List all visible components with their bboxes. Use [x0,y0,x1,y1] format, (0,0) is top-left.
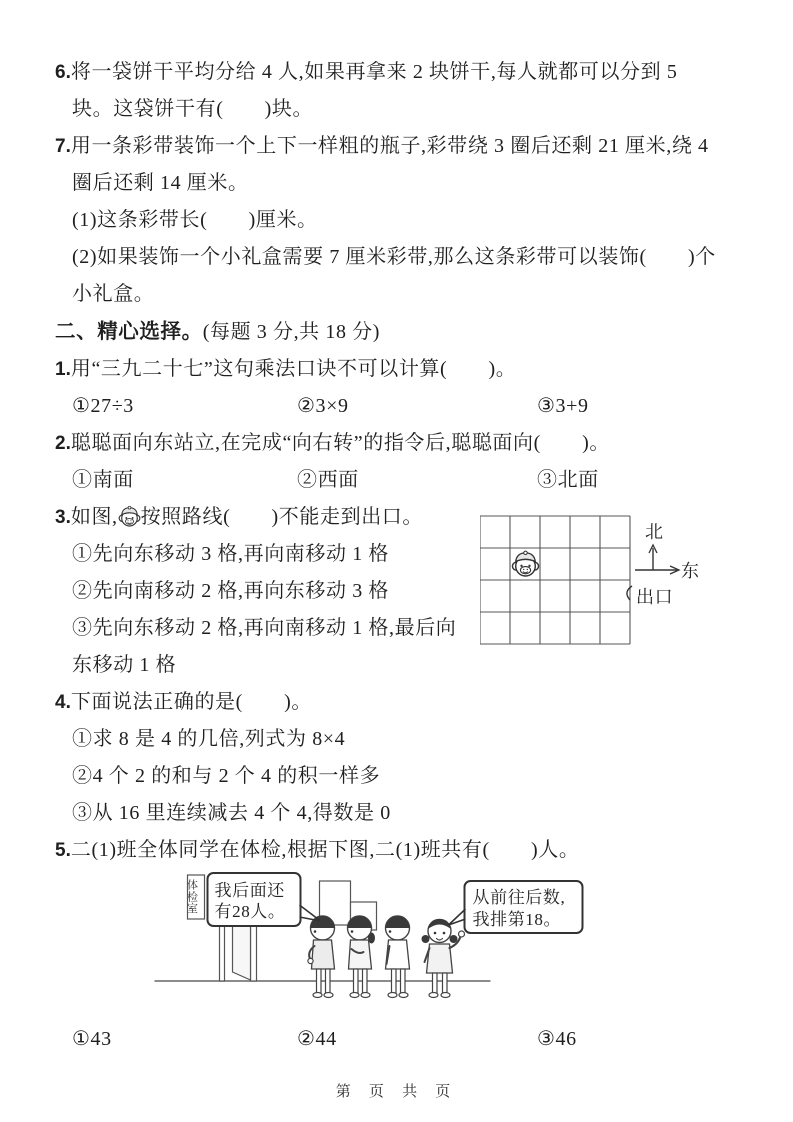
question-5 [55,832,717,869]
option-2: ②44 [297,1028,337,1050]
question-7 [55,128,717,202]
question-4-option-1: ①求 8 是 4 的几倍,列式为 8×4 [72,728,346,750]
student-figure-1 [308,916,335,998]
option-1: ①27÷3 [72,395,134,417]
question-7-sub-2: (2)如果装饰一个小礼盒需要 7 厘米彩带,那么这条彩带可以装饰( )个小礼盒。 [72,246,716,305]
option-3: ③3+9 [537,395,589,417]
section-2-heading [55,313,717,351]
question-5-options [55,1021,717,1058]
option-1: ①南面 [72,469,134,491]
option-3: ③46 [537,1028,577,1050]
question-2-text: 聪聪面向东站立,在完成“向右转”的指令后,聪聪面向( )。 [70,432,610,454]
question-4-option-3: ③从 16 里连续减去 4 个 4,得数是 0 [72,802,391,824]
question-3-text-post: 按照路线( )不能走到出口。 [140,506,423,528]
worksheet-content [55,54,717,1058]
option-3: ③北面 [537,469,599,491]
question-2 [55,425,717,462]
grid-lines [480,516,630,644]
question-7-number: 7. [55,136,71,157]
queue-illustration [150,869,717,1021]
question-5-number: 5. [55,840,71,861]
student-figure-3 [386,916,410,998]
question-3-option-2: ②先向南移动 2 格,再向东移动 3 格 [72,580,389,602]
speech-bubble-left [208,873,321,926]
question-3-number: 3. [55,507,71,528]
question-4 [55,684,717,721]
compass [635,522,700,581]
section-2-score-note: (每题 3 分,共 18 分) [202,321,381,343]
student-figure-2 [348,916,376,998]
question-3-text-pre: 如图, [70,506,118,528]
exam-room-sign-label: 体检室 [185,879,198,914]
speech-bubble-right-line1: 从前往后数, [472,888,566,907]
question-2-number: 2. [55,433,71,454]
monkey-icon [118,504,141,527]
question-1-options [55,388,717,425]
exit-label: 出口 [636,587,674,607]
student-figure-4 [422,919,465,998]
question-6-number: 6. [55,62,71,83]
speech-bubble-right-line2: 我排第18。 [472,910,562,929]
compass-east-label: 东 [681,561,700,581]
grid-figure [480,508,717,650]
page-footer: 第 页 共 页 [335,1083,458,1100]
question-3-option-3: ③先向东移动 2 格,再向南移动 1 格,最后向东移动 1 格 [72,617,457,676]
speech-bubble-left-line1: 我后面还 [214,881,285,900]
question-5-text: 二(1)班全体同学在体检,根据下图,二(1)班共有( )人。 [70,839,580,861]
compass-north-label: 北 [645,522,664,542]
question-7-sub-1: (1)这条彩带长( )厘米。 [72,209,318,231]
question-1-number: 1. [55,359,71,380]
question-3-option-1: ①先向东移动 3 格,再向南移动 1 格 [72,543,389,565]
question-4-text: 下面说法正确的是( )。 [70,691,312,713]
question-1 [55,351,717,388]
option-2: ②西面 [297,469,359,491]
question-6-text: 将一袋饼干平均分给 4 人,如果再拿来 2 块饼干,每人就都可以分到 5 块。这袋饼干有( )块。 [70,61,678,120]
speech-bubble-right [449,881,583,933]
question-1-text: 用“三九二十七”这句乘法口诀不可以计算( )。 [70,358,517,380]
speech-bubble-left-line2: 有28人。 [214,902,286,921]
exam-room-sign [186,875,205,919]
question-2-options [55,462,717,499]
section-2-title: 二、精心选择。 [55,320,203,343]
question-6 [55,54,717,128]
option-2: ②3×9 [297,395,349,417]
question-7-text: 用一条彩带装饰一个上下一样粗的瓶子,彩带绕 3 圈后还剩 21 厘米,绕 4 圈后还剩 14 厘米。 [70,135,709,194]
option-1: ①43 [72,1028,112,1050]
monkey-icon-grid [512,551,538,576]
question-4-option-2: ②4 个 2 的和与 2 个 4 的积一样多 [72,765,381,787]
question-4-number: 4. [55,692,71,713]
